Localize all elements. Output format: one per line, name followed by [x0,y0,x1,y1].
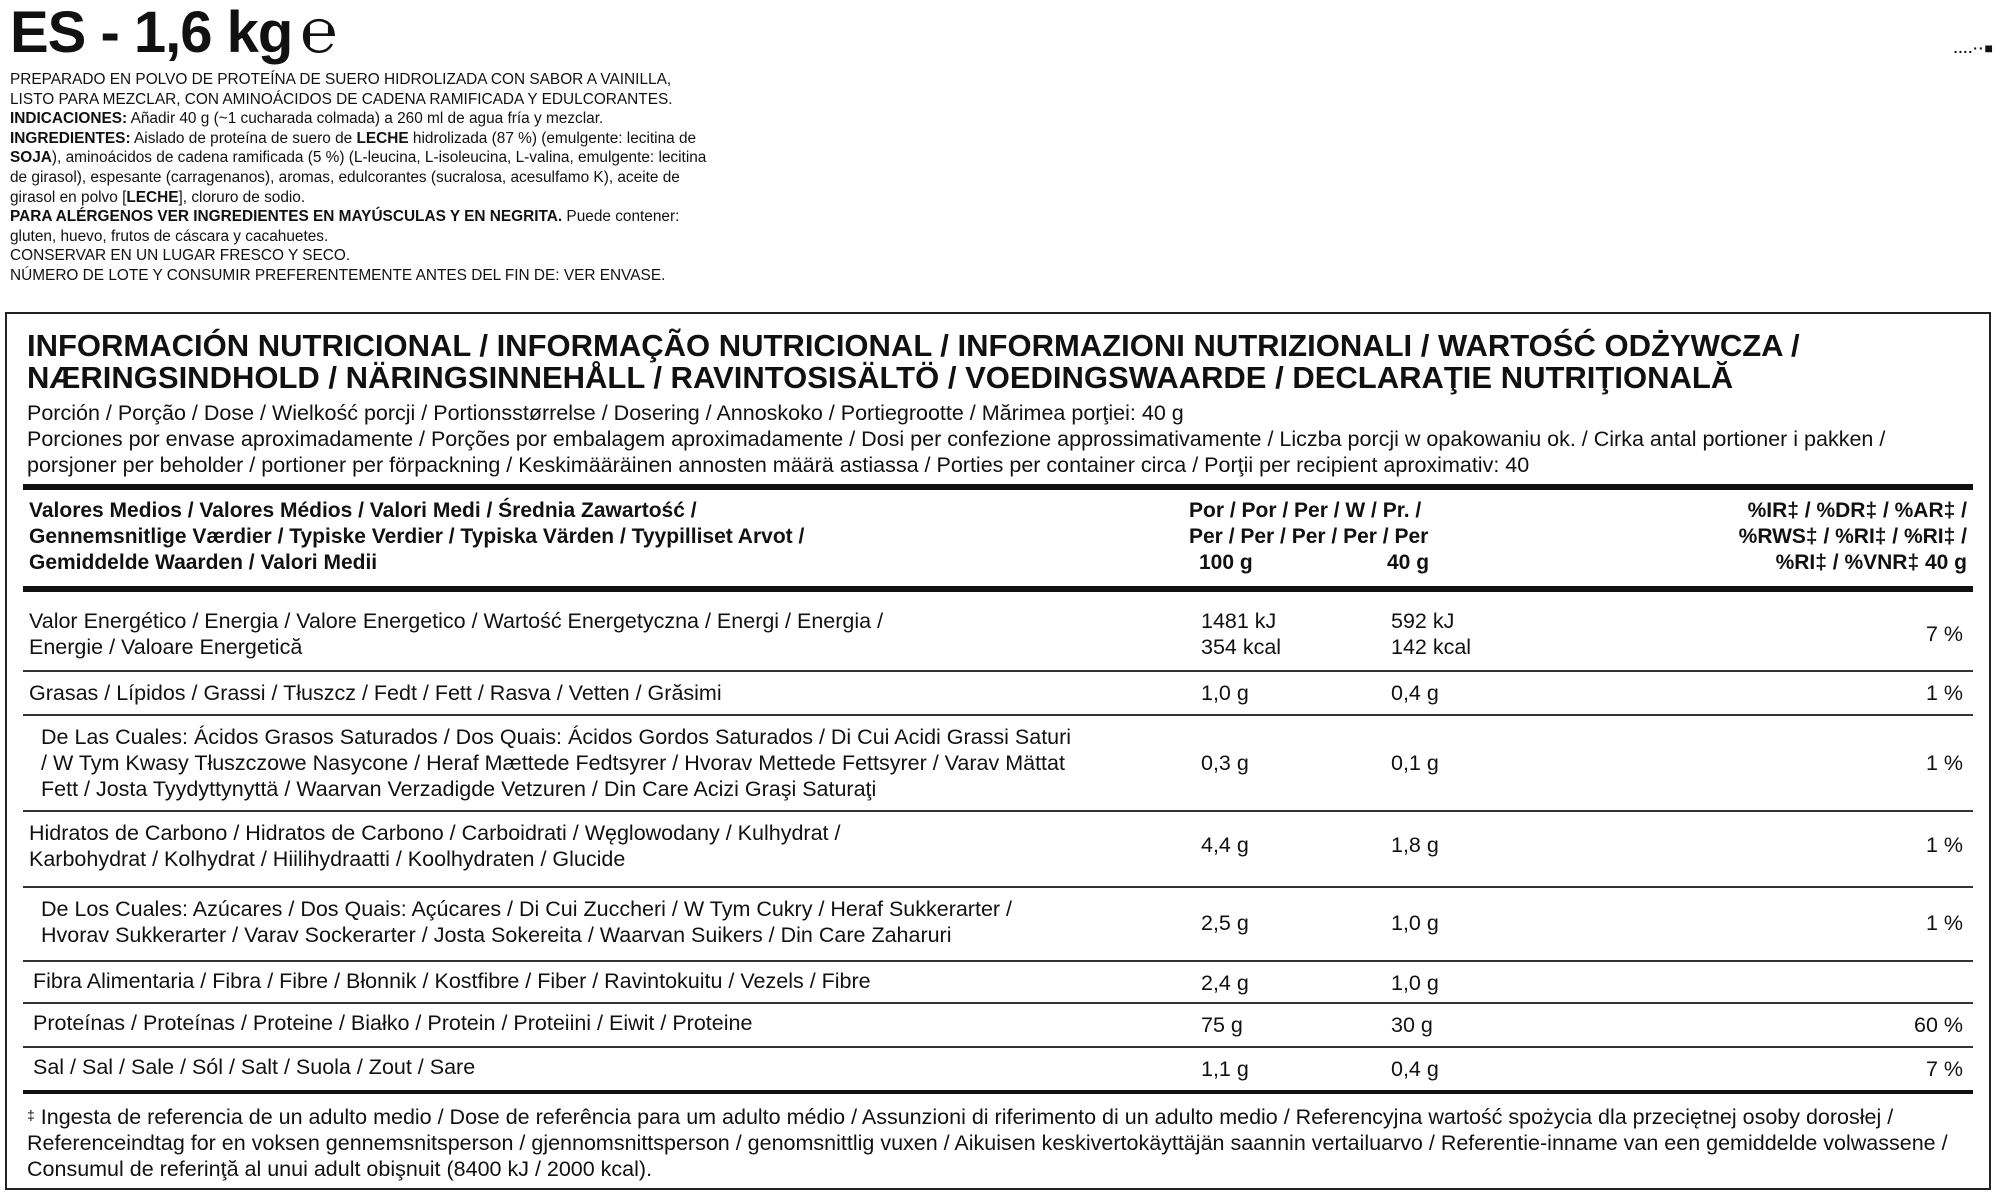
col-header-per [1189,498,1428,550]
nutrient-label: Proteínas / Proteínas / Proteine / Białko / Protein / Proteiini / Eiwit / Proteine [33,1011,753,1035]
nutrition-title [27,330,1977,394]
value-40g: 592 kJ [1391,609,1455,633]
divider [23,670,1973,672]
value-ri: 1 % [1925,833,1963,857]
indications-text: Añadir 40 g (~1 cucharada colmada) a 260 ml de agua fría y mezclar. [127,110,604,128]
indications [10,109,710,129]
portion-info [27,400,1977,478]
value-100g: 4,4 g [1201,833,1249,857]
value-40g: 0,1 g [1391,751,1439,775]
portion-line: porsjoner per beholder / portioner per förpackning / Keskimääräinen annosten määrä astiassa / Porties per container circa / Porţii per recipient aproximativ: 40 [27,453,1530,477]
portion-line: Porciones por envase aproximadamente / Porções por embalagem aproximadamente / Dosi per confezione approssimativamente / Liczba porcji w opakowaniu ok. / Cirka antal portioner i pakken / [27,427,1886,451]
divider [23,1046,1973,1048]
nutrient-label: Sal / Sal / Sale / Sól / Salt / Suola / Zout / Sare [33,1055,476,1079]
product-description: PREPARADO EN POLVO DE PROTEÍNA DE SUERO HIDROLIZADA CON SABOR A VAINILLA, LISTO PARA MEZCLAR, CON AMINOÁCIDOS DE CADENA RAMIFICADA Y EDULCORANTES. [10,71,673,108]
divider [23,886,1973,888]
product-title [10,0,337,65]
value-ri: 1 % [1925,681,1963,705]
portion-line: Porción / Porção / Dose / Wielkość porcji / Portionsstørrelse / Dosering / Annoskoko / Portiegrootte / Mărimea porţiei: 40 g [27,401,1184,425]
divider [23,1002,1973,1004]
ingredients-part: ], cloruro de sodio. [178,188,306,206]
value-ri: 1 % [1925,911,1963,935]
value-100g: 2,5 g [1201,911,1249,935]
allergens [10,207,710,246]
ingredients-part: hidrolizada (87 %) (emulgente: lecitina de [408,129,697,147]
ingredients-part: ), aminoácidos de cadena ramificada (5 %) (L-leucina, L-isoleucina, L-valina, emulgente: lecitina de girasol), espesante (carragenanos), aromas, edulcorantes (sucralosa, acesulfamo K), aceite de girasol en polvo [ [10,149,707,206]
value-ri: 1 % [1925,751,1963,775]
nutrient-label: Hidratos de Carbono / Hidratos de Carbono / Carboidrati / Węglowodany / Kulhydrat / Karbohydrat / Kolhydrat / Hiilihydraatti / Koolhydraten / Glucide [29,821,841,871]
value-40g: 0,4 g [1391,681,1439,705]
footnote-text: Ingesta de referencia de un adulto medio / Dose de referência para um adulto médio / Assunzioni di riferimento di un adulto medio / Referencyjna wartość spożycia dla przeciętnej osoby dorosłej / Referenceindtag for en voksen gennemsnitsperson / gjennomsnittsperson / genomsnittlig vuxen / Aikuisen keskivertokäyttäjän saannin vertailuarvo / Referentie-inname van een gemiddelde volwassene / Consumul de referinţă al unui adult obişnuit (8400 kJ / 2000 kcal). [27,1105,1948,1181]
value-100g: 75 g [1201,1013,1243,1037]
corner-mark: ....··■ [1953,40,1994,56]
nutrient-label: Fibra Alimentaria / Fibra / Fibre / Błonnik / Kostfibre / Fiber / Ravintokuitu / Vezels / Fibre [33,969,871,993]
value-ri: 60 % [1913,1013,1963,1037]
value-40g: 1,8 g [1391,833,1439,857]
intro-text [10,70,710,286]
col-header-line: Gennemsnitlige Værdier / Typiske Verdier / Typiska Värden / Tyypilliset Arvot / [29,525,805,548]
nutrient-label: Grasas / Lípidos / Grassi / Tłuszcz / Fedt / Fett / Rasva / Vetten / Grăsimi [29,681,722,705]
col-header-line: %IR‡ / %DR‡ / %AR‡ / [1747,499,1967,522]
allergens-label: PARA ALÉRGENOS VER INGREDIENTES EN MAYÚSCULAS Y EN NEGRITA. [10,208,563,226]
col-header-label [29,498,804,576]
estimated-sign-icon: ℮ [300,0,337,66]
nutrient-label: Valor Energético / Energia / Valore Energetico / Wartość Energetyczna / Energi / Energia / Energie / Valoare Energetică [29,609,884,659]
nutrition-panel [5,312,1991,1190]
footnote [27,1104,1967,1182]
value-ri: 7 % [1925,622,1963,646]
divider [23,960,1973,962]
nutrient-label: De Las Cuales: Ácidos Grasos Saturados / Dos Quais: Ácidos Gordos Saturados / Di Cui Acidi Grassi Saturi / W Tym Kwasy Tłuszczowe Nasycone / Heraf Mættede Fedtsyrer / Hvorav Mettede Fettsyrer / Varav Mättat Fett / Josta Tyydyttynyttä / Waarvan Verzadigde Vetzuren / Din Care Acizi Graşi Saturaţi [41,725,1072,801]
title-text: ES - 1,6 kg [10,0,293,65]
col-header-40g: 40 g [1387,551,1430,574]
allergen-soy: SOJA [10,149,52,167]
value-100g: 1,1 g [1201,1057,1249,1081]
storage-text: CONSERVAR EN UN LUGAR FRESCO Y SECO. [10,247,351,265]
value-40g: 30 g [1391,1013,1433,1037]
col-header-line: Per / Per / Per / Per / Per [1189,525,1429,548]
value-ri: 7 % [1925,1057,1963,1081]
ingredients [10,129,710,207]
allergen-milk: LECHE [356,129,409,147]
col-header-line: Por / Por / Per / W / Pr. / [1189,499,1422,522]
divider [23,714,1973,716]
value-40g: 0,4 g [1391,1057,1439,1081]
value-100g: 2,4 g [1201,971,1249,995]
divider [23,810,1973,812]
nutrient-label: De Los Cuales: Azúcares / Dos Quais: Açúcares / Di Cui Zuccheri / W Tym Cukry / Heraf Sukkerarter / Hvorav Sukkerarter / Varav Sockerarter / Josta Sokereita / Waarvan Suikers / Din Care Zaharuri [41,897,1013,947]
product-header [10,0,337,65]
allergen-milk: LECHE [126,188,179,206]
value-100g: 0,3 g [1201,751,1249,775]
value-100g: 1481 kJ [1201,609,1277,633]
divider [23,484,1973,490]
lot-text: NÚMERO DE LOTE Y CONSUMIR PREFERENTEMENTE ANTES DEL FIN DE: VER ENVASE. [10,266,666,284]
divider [23,1090,1973,1094]
value-40g-kcal: 142 kcal [1391,635,1472,659]
col-header-line: Valores Medios / Valores Médios / Valori Medi / Średnia Zawartość / [29,499,697,522]
value-100g-kcal: 354 kcal [1201,635,1282,659]
col-header-line: %RI‡ / %VNR‡ 40 g [1775,551,1967,574]
ingredients-label: INGREDIENTES: [10,129,131,147]
value-40g: 1,0 g [1391,911,1439,935]
nutrition-title-line: INFORMACIÓN NUTRICIONAL / INFORMAÇÃO NUTRICIONAL / INFORMAZIONI NUTRIZIONALI / WARTOŚĆ ODŻYWCZA / [27,328,1800,363]
value-40g: 1,0 g [1391,971,1439,995]
col-header-line: %RWS‡ / %RI‡ / %RI‡ / [1738,525,1967,548]
indications-label: INDICACIONES: [10,110,128,128]
col-header-100g: 100 g [1199,551,1253,574]
ingredients-part: Aislado de proteína de suero de [130,129,357,147]
nutrition-title-line: NÆRINGSINDHOLD / NÄRINGSINNEHÅLL / RAVINTOSISÄLTÖ / VOEDINGSWAARDE / DECLARAŢIE NUTRIŢIONALĂ [27,360,1734,395]
value-100g: 1,0 g [1201,681,1249,705]
footnote-mark: ‡ [27,1107,35,1123]
allergens-text: Puede contener: gluten, huevo, frutos de cáscara y cacahuetes. [10,208,680,245]
divider [23,586,1973,592]
col-header-ir [1739,498,1967,576]
col-header-line: Gemiddelde Waarden / Valori Medii [29,551,378,574]
